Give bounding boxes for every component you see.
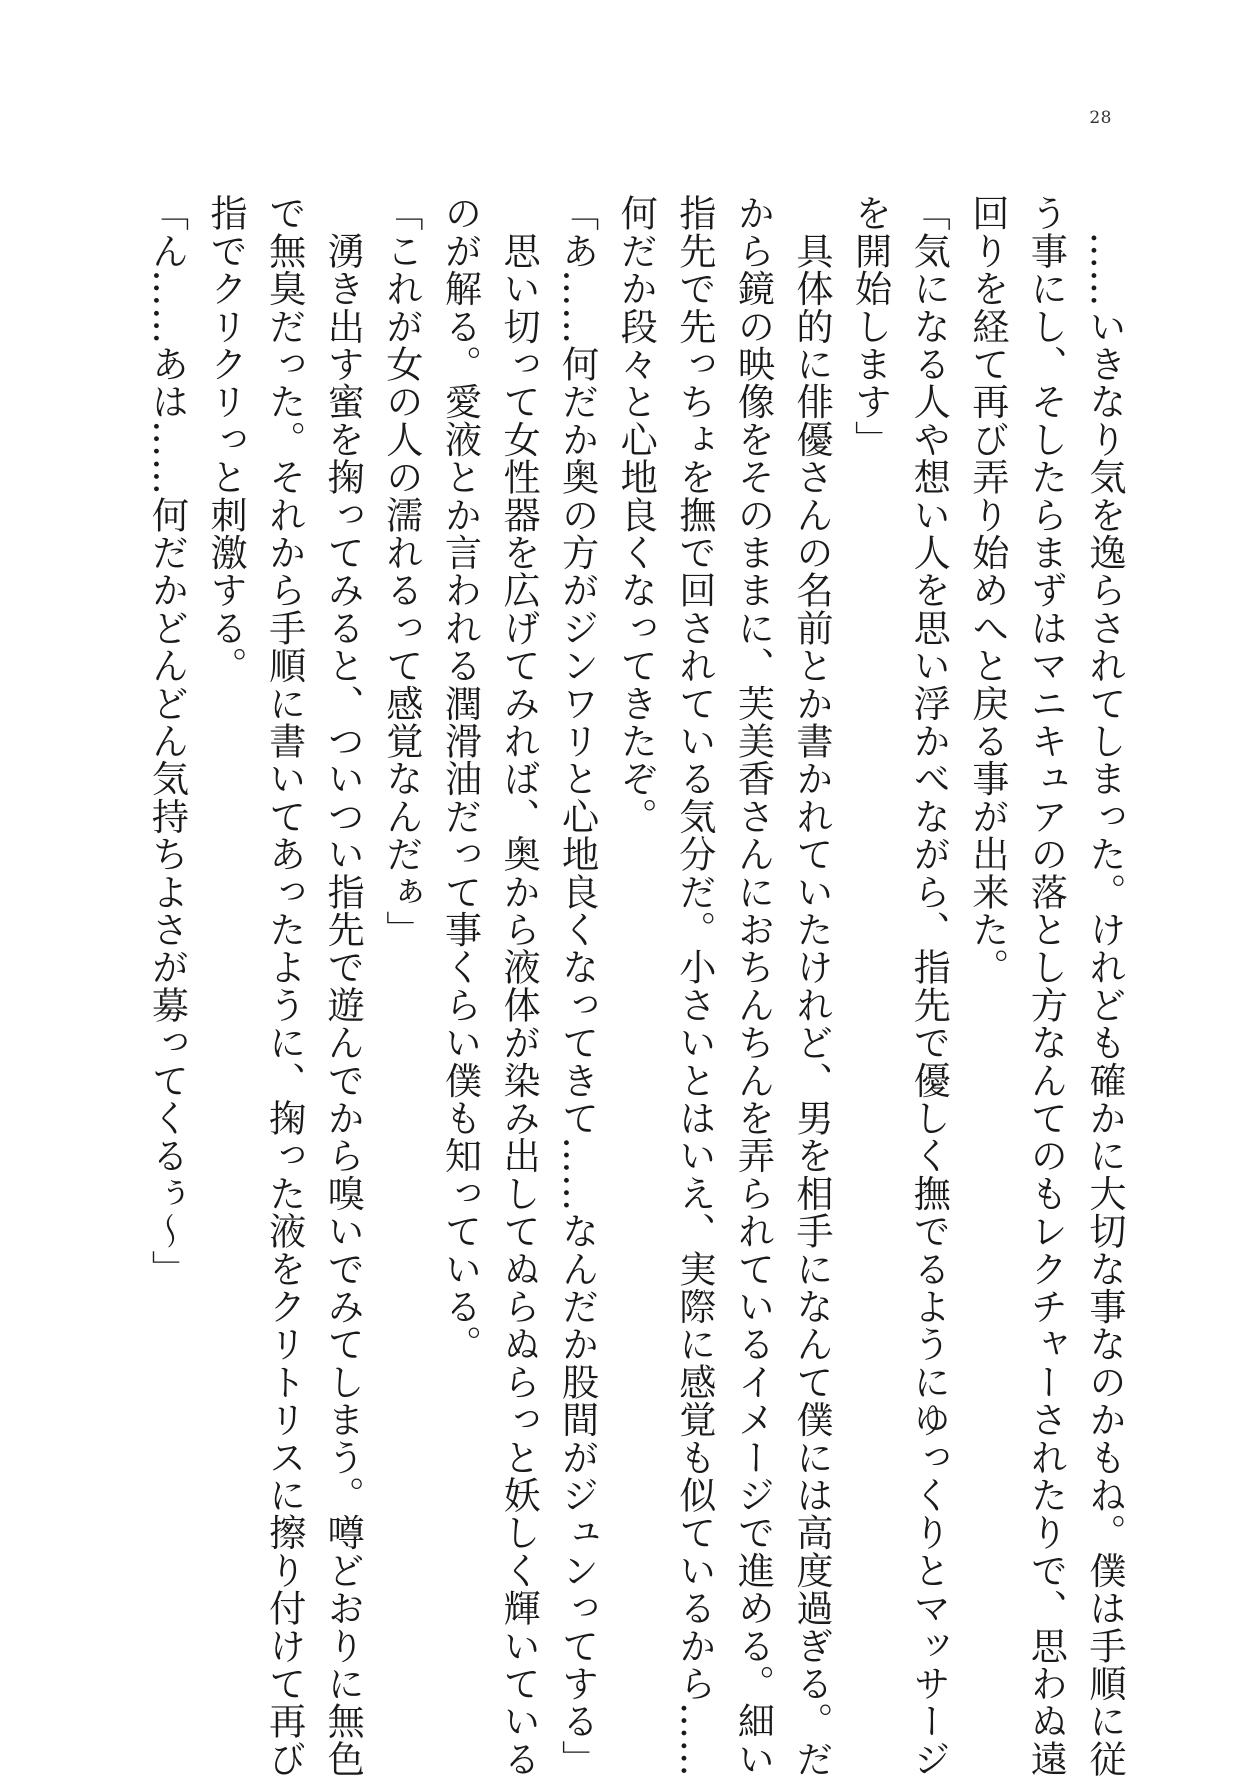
text-line: で無臭だった。それから手順に書いてあったように、掬った液をクリトリスに擦り付けて再び: [262, 194, 307, 1777]
text-line: 「ん……あは……何だかどんどん気持ちよさが募ってくるぅ～」: [145, 194, 190, 1288]
text-line: 何だか段々と心地良くなってきたぞ。: [614, 194, 659, 835]
page-number: 28: [1089, 108, 1112, 128]
text-line: 指先で先っちょを撫で回されている気分だ。小さいとはいえ、実際に感覚も似ているから……: [672, 194, 717, 1777]
text-line: 「あ……何だか奥の方がジンワリと心地良くなってきて……なんだか股間がジュンってする」: [555, 194, 600, 1777]
text-line: のが解る。愛液とか言われる潤滑油だって事くらい僕も知っている。: [438, 194, 483, 1363]
text-line: 思い切って女性器を広げてみれば、奥から液体が染み出してぬらぬらっと妖しく輝いている: [497, 194, 542, 1777]
text-line: う事にし、そしたらまずはマニキュアの落とし方なんてのもレクチャーされたりで、思わぬ遠: [1024, 194, 1069, 1777]
text-line: を開始します」: [848, 194, 893, 458]
text-line: から鏡の映像をそのままに、芙美香さんにおちんちんを弄られているイメージで進める。細い: [731, 194, 776, 1777]
text-line: 指でクリクリっと刺激する。: [204, 194, 249, 685]
text-line: ……いきなり気を逸らされてしまった。けれども確かに大切な事なのかもね。僕は手順に従: [1083, 194, 1127, 1777]
text-line: 「気になる人や想い人を思い浮かべながら、指先で優しく撫でるようにゆっくりとマッサージ: [907, 194, 952, 1777]
text-line: 湧き出す蜜を掬ってみると、ついつい指先で遊んでから嗅いでみてしまう。噂どおりに無色: [321, 194, 366, 1777]
body-text: [138, 194, 1134, 1777]
text-line: 「これが女の人の濡れるって感覚なんだぁ」: [379, 194, 424, 948]
text-line: 具体的に俳優さんの名前とか書かれていたけれど、男を相手になんて僕には高度過ぎる。だ: [790, 194, 835, 1777]
text-line: 回りを経て再び弄り始めへと戻る事が出来た。: [965, 194, 1010, 986]
